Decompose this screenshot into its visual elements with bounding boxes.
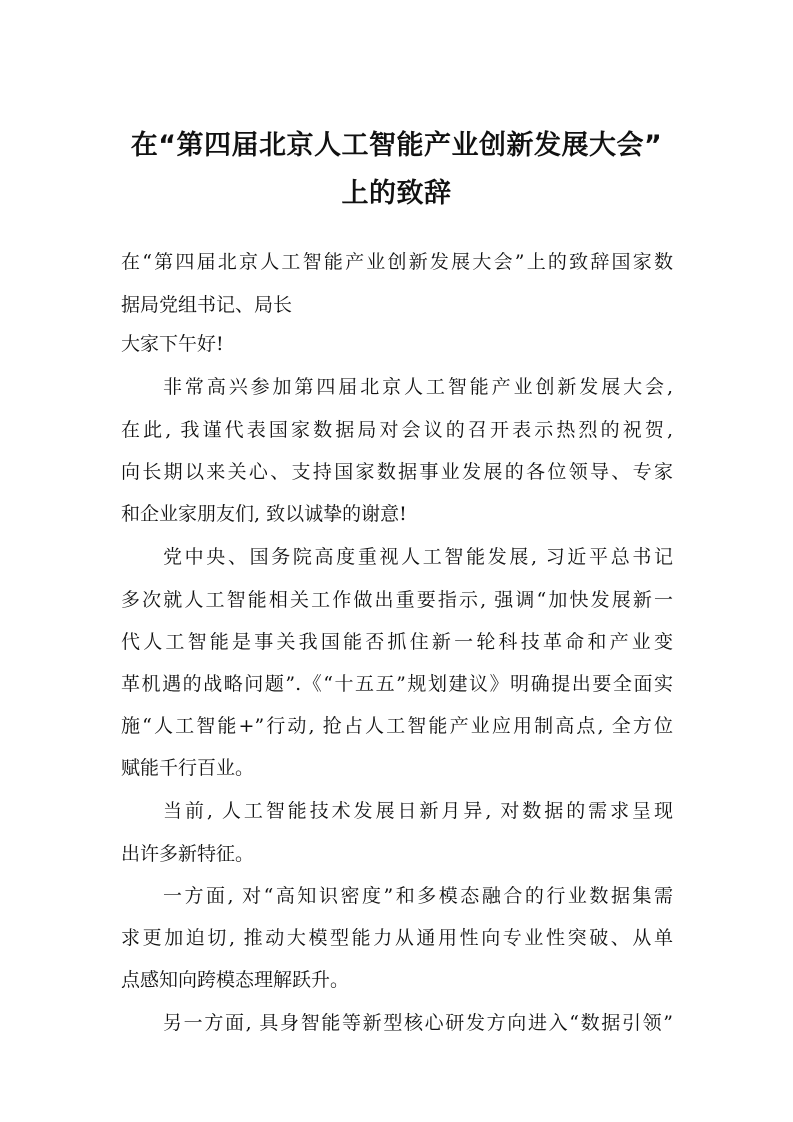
- body-line: 和企业家朋友们, 致以诚挚的谢意!: [121, 503, 407, 525]
- body-line: 在此, 我谨代表国家数据局对会议的召开表示热烈的祝贺,: [121, 419, 673, 441]
- body-line: 赋能千行百业。: [121, 757, 255, 779]
- document-title-line-2: 上的致辞: [341, 178, 452, 209]
- body-line: 施“人工智能+”行动, 抢占人工智能产业应用制高点, 全方位: [121, 715, 673, 737]
- body-line: 代人工智能是事关我国能否抓住新一轮科技革命和产业变: [121, 631, 673, 653]
- salutation: 大家下午好!: [121, 333, 224, 355]
- body-line: 点感知向跨模态理解跃升。: [121, 969, 350, 991]
- body-line: 在“第四届北京人工智能产业创新发展大会”上的致辞国家数: [121, 251, 673, 273]
- body-line: 另一方面, 具身智能等新型核心研发方向进入“数据引领”: [163, 1012, 673, 1034]
- body-line: 出许多新特征。: [121, 843, 255, 865]
- body-line: 非常高兴参加第四届北京人工智能产业创新发展大会,: [163, 376, 673, 398]
- document-title-line-1: 在“第四届北京人工智能产业创新发展大会”: [130, 130, 663, 161]
- body-line: 当前, 人工智能技术发展日新月异, 对数据的需求呈现: [163, 800, 673, 822]
- body-line: 向长期以来关心、支持国家数据事业发展的各位领导、专家: [121, 461, 673, 483]
- body-line: 多次就人工智能相关工作做出重要指示, 强调“加快发展新一: [121, 589, 673, 611]
- body-line: 据局党组书记、局长: [121, 294, 293, 316]
- body-line: 一方面, 对“高知识密度”和多模态融合的行业数据集需: [163, 885, 673, 907]
- body-line: 求更加迫切, 推动大模型能力从通用性向专业性突破、从单: [121, 927, 673, 949]
- body-line: 党中央、国务院高度重视人工智能发展, 习近平总书记: [163, 546, 673, 568]
- body-line: 革机遇的战略问题”.《“十五五”规划建议》明确提出要全面实: [121, 673, 673, 695]
